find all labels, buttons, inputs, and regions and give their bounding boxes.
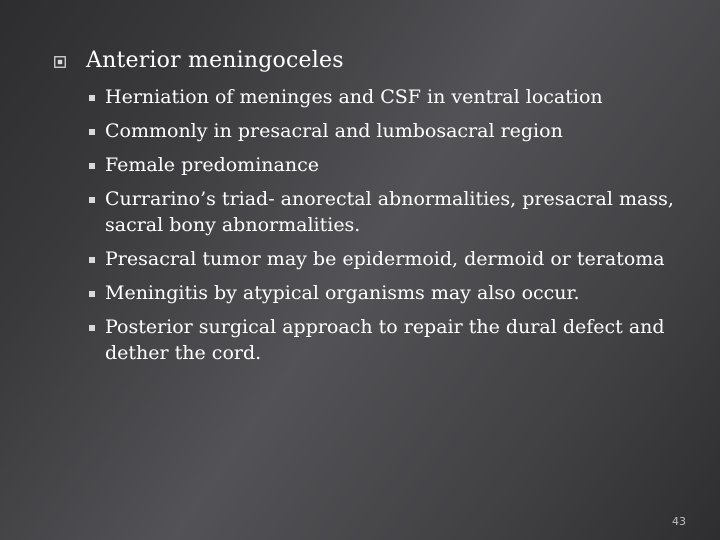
square-bullet-icon	[89, 291, 95, 297]
list-item	[89, 152, 694, 178]
list-item	[89, 186, 694, 238]
square-bullet-icon	[89, 325, 95, 331]
square-bullet-icon	[89, 163, 95, 169]
bullet-list	[54, 84, 694, 366]
square-bullet-icon	[89, 257, 95, 263]
list-item-text: Currarino’s triad- anorectal abnormalities, presacral mass, sacral bony abnormalities.	[105, 188, 674, 236]
list-item	[89, 246, 694, 272]
heading-row	[54, 46, 694, 76]
slide-content	[54, 46, 694, 374]
list-item-text: Herniation of meninges and CSF in ventral location	[105, 86, 603, 108]
square-bullet-icon	[89, 197, 95, 203]
list-item	[89, 280, 694, 306]
slide-heading: Anterior meningoceles	[86, 48, 344, 73]
list-item-text: Presacral tumor may be epidermoid, dermoid or teratoma	[105, 248, 665, 270]
page-number: 43	[672, 515, 686, 528]
list-item-text: Posterior surgical approach to repair the dural defect and dether the cord.	[105, 316, 665, 364]
list-item	[89, 314, 694, 366]
boxed-dot-bullet-icon	[54, 56, 66, 68]
square-bullet-icon	[89, 95, 95, 101]
list-item-text: Female predominance	[105, 154, 319, 176]
list-item	[89, 84, 694, 110]
square-bullet-icon	[89, 129, 95, 135]
list-item-text: Meningitis by atypical organisms may also occur.	[105, 282, 580, 304]
list-item	[89, 118, 694, 144]
list-item-text: Commonly in presacral and lumbosacral region	[105, 120, 563, 142]
